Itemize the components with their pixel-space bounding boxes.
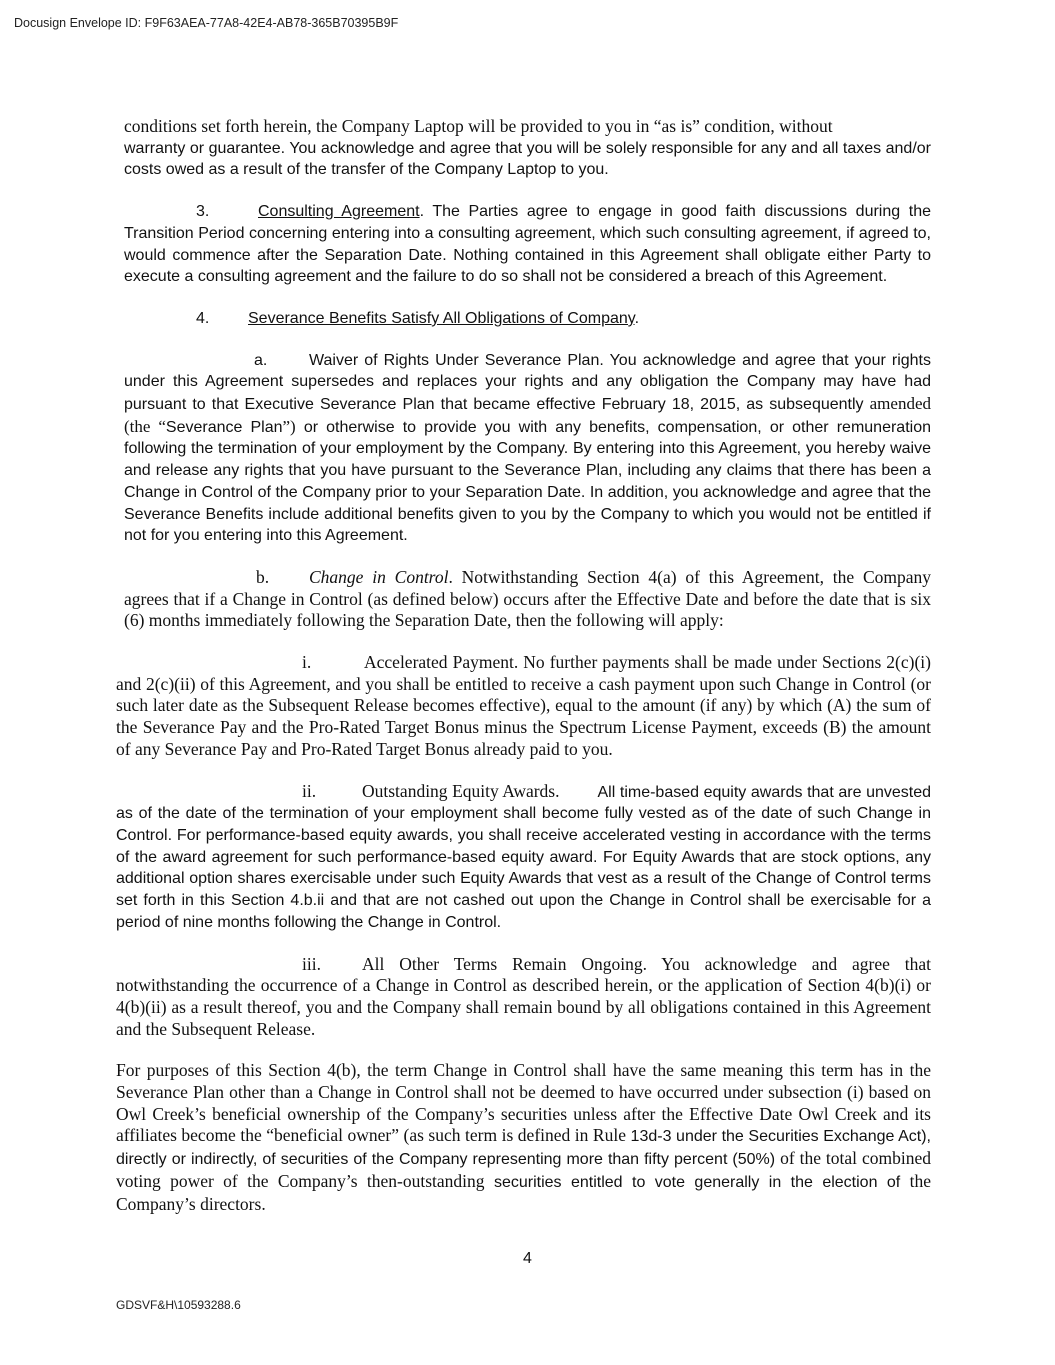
page-number: 4 bbox=[523, 1250, 532, 1267]
section-4b-body: . Notwithstanding Section 4(a) of this Agreement, the Company agrees that if a Change in Control (as defined below) occurs after the Effective Date and before the date that is six (6) months immediately following the Separation Date, then the following will apply: bbox=[124, 566, 932, 631]
section-3-number: 3. bbox=[196, 203, 210, 221]
section-4a-label: a. bbox=[254, 351, 268, 369]
subsection-ii-title: Outstanding Equity Awards bbox=[362, 780, 556, 801]
definition-part-2: 13d-3 under the Securities Exchange Act), directly or indirectly, of securities of the Company representing more than fifty percent (50%) bbox=[116, 1128, 931, 1169]
subsection-i-title: Accelerated Payment bbox=[364, 652, 514, 673]
section-4a-body-1: . You acknowledge and agree that your rights under this Agreement supersedes and replaces your rights and any obligation the Company may have had pursuant to that Executive Severance Plan that became effective February 18, 2015, as subsequently bbox=[124, 351, 931, 414]
section-4a-body-2c: ”) bbox=[282, 416, 296, 436]
section-4-paragraph bbox=[116, 308, 931, 330]
section-4a-title: Waiver of Rights Under Severance Plan bbox=[309, 351, 600, 369]
definition-part-4: securities entitled to vote generally in the election of bbox=[484, 1173, 901, 1191]
section-4a-body-3: or otherwise to provide you with any benefits, compensation, or other remuneration following the termination of your employment by the Company. By entering into this Agreement, you hereby waive and release any rights that you have pursuant to the Severance Plan, including any claims that there has been a Change in Control of the Company prior to your Separation Date. In addition, you acknowledge and agree that the Severance Benefits include additional benefits given to you by the Company to which you would not be entitled if not for you entering into this Agreement. bbox=[124, 418, 931, 545]
definition-part-5: the Company’s directors. bbox=[116, 1170, 932, 1214]
intro-line-2: warranty or guarantee. You acknowledge and agree that you will be solely responsible for any and all taxes and/or costs owed as a result of the transfer of the Company Laptop to you. bbox=[124, 139, 931, 179]
section-4a-body-2b: Severance Plan bbox=[165, 418, 283, 436]
subsection-ii-title-end: . bbox=[555, 780, 560, 801]
intro-line-1: conditions set forth herein, the Company Laptop will be provided to you in “as is” condition, without bbox=[124, 116, 833, 136]
subsection-i-body: . No further payments shall be made under Sections 2(c)(i) and 2(c)(ii) of this Agreement, and you shall be entitled to receive a cash payment upon such Change in Control (or such later date as the Subsequent Release becomes effective), equal to the amount (if any) by which (A) the sum of the Severance Pay and the Pro-Rated Target Bonus minus the Spectrum License Payment, exceeds (B) the amount of any Severance Pay and Pro-Rated Target Bonus already paid to you. bbox=[116, 652, 931, 759]
subsection-ii-body: All time-based equity awards that are unvested as of the date of the termination of your employment shall become fully vested as of the date of such Change in Control. For performance-based equity awards, you shall receive accelerated vesting in accordance with the terms of the award agreement for such performance-based equity award. For Equity Awards that are stock options, any additional option shares exercisable under such Equity Awards that vest as a result of the Change of Control terms set forth in this Section 4.b.ii and that are not cashed out upon the Change in Control shall be exercisable for a period of nine months following the Change in Control. bbox=[116, 783, 932, 931]
section-3-heading: Consulting Agreement bbox=[258, 203, 420, 221]
docusign-envelope-id: Docusign Envelope ID: F9F63AEA-77A8-42E4-AB78-365B70395B9F bbox=[14, 16, 399, 30]
document-body bbox=[116, 116, 931, 1215]
change-in-control-definition bbox=[116, 1060, 931, 1215]
document-footer-id: GDSVF&H\10593288.6 bbox=[116, 1298, 241, 1312]
subsection-i-paragraph bbox=[116, 652, 931, 761]
subsection-iii-paragraph bbox=[116, 954, 931, 1041]
section-4-heading-end: . bbox=[634, 309, 640, 327]
section-4b-title: Change in Control bbox=[309, 566, 449, 587]
subsection-ii-paragraph bbox=[116, 781, 931, 934]
section-4a-body-2a: amended (the “ bbox=[124, 394, 931, 436]
definition-part-1: For purposes of this Section 4(b), the term Change in Control shall have the same meaning this term has in the Severance Plan other than a Change in Control shall not be deemed to have occurred under subsection (i) based on Owl Creek’s beneficial ownership of the Company’s securities unless after the Effective Date Owl Creek and its affiliates become the “beneficial owner” (as such term is defined in Rule bbox=[116, 1060, 931, 1146]
section-3-paragraph bbox=[116, 201, 931, 288]
subsection-ii-label: ii. bbox=[302, 780, 317, 801]
subsection-iii-title: All Other Terms Remain Ongoing bbox=[362, 953, 643, 974]
section-4a-paragraph bbox=[116, 350, 931, 547]
section-4b-paragraph bbox=[116, 567, 931, 632]
subsection-iii-body: . You acknowledge and agree that notwithstanding the occurrence of a Change in Control as described herein, or the application of Section 4(b)(i) or 4(b)(ii) as a result thereof, you and the Company shall remain bound by all obligations contained in this Agreement and the Subsequent Release. bbox=[116, 953, 931, 1039]
section-3-body: . The Parties agree to engage in good faith discussions during the Transition Period concerning entering into a consulting agreement, which such consulting agreement, if agreed to, would commence after the Separation Date. Nothing contained in this Agreement shall obligate either Party to execute a consulting agreement and the failure to do so shall not be considered a breach of this Agreement. bbox=[124, 203, 931, 286]
subsection-i-label: i. bbox=[302, 652, 312, 673]
section-4-number: 4. bbox=[196, 309, 210, 327]
section-4-heading: Severance Benefits Satisfy All Obligations of Company bbox=[248, 309, 635, 327]
definition-part-3: of the total combined voting power of the Company’s then-outstanding bbox=[116, 1148, 932, 1191]
subsection-iii-label: iii. bbox=[302, 953, 321, 974]
section-4b-label: b. bbox=[256, 566, 270, 587]
